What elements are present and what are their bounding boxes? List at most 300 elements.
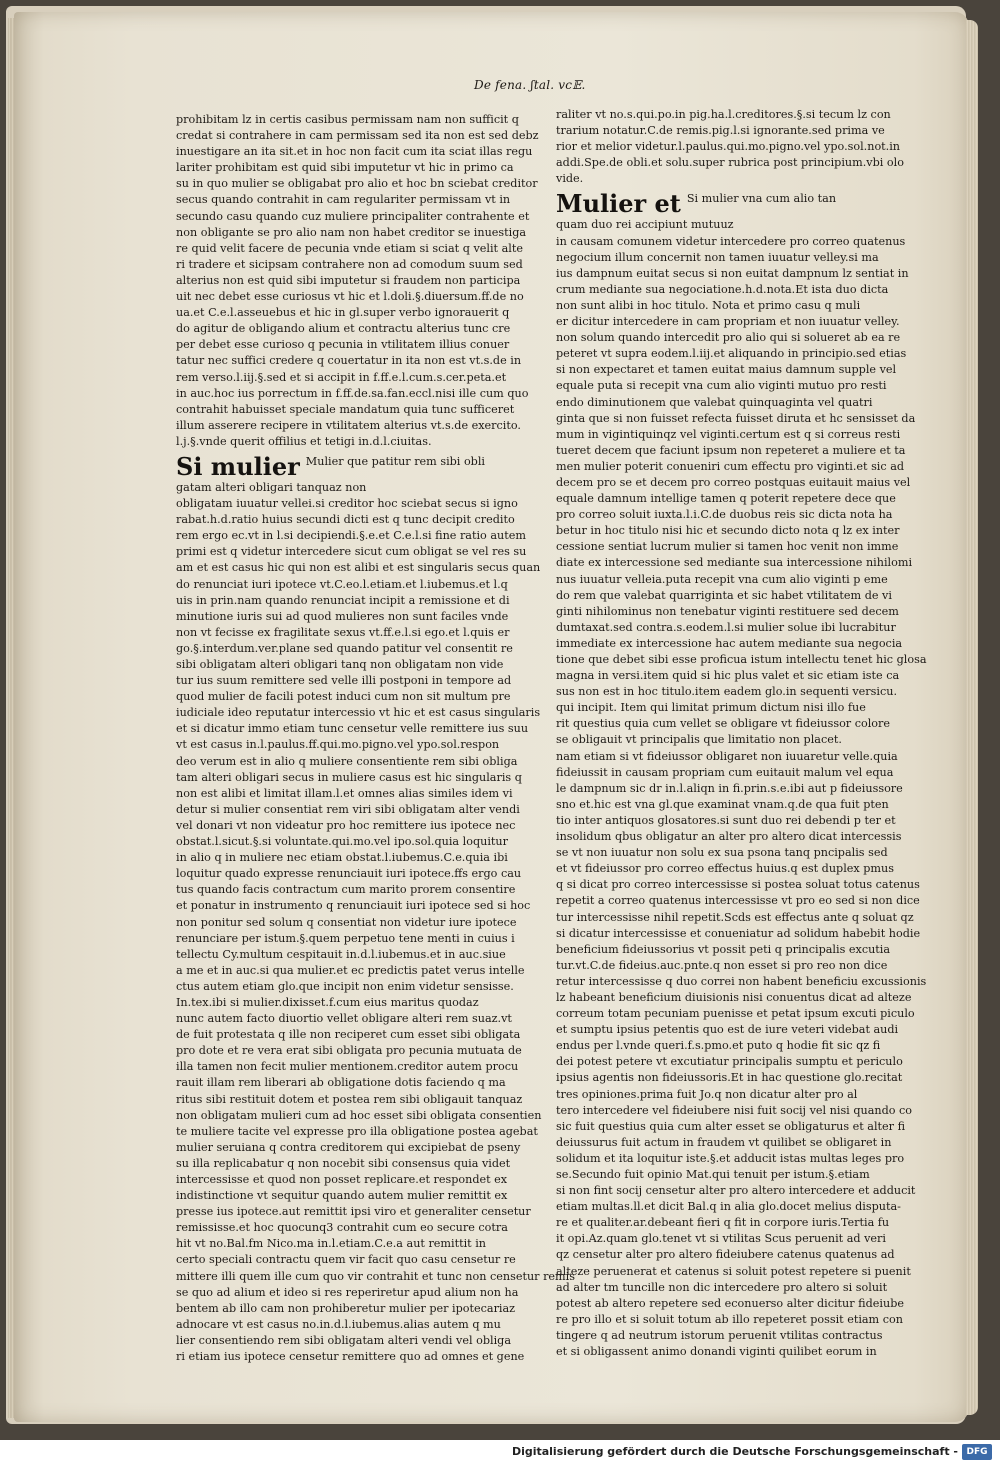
line-text: tellectu Cy.multum cespitauit in.d.l.iubemus.et in auc.siue [176, 947, 506, 961]
text-line [176, 1269, 575, 1285]
line-text: men mulier poterit conueniri cum effectu pro viginti.et sic ad [556, 459, 905, 473]
right-page-edges [966, 20, 978, 1415]
text-line [556, 974, 927, 990]
line-text: prohibitam lz in certis casibus permissam nam non sufficit q [176, 113, 519, 126]
line-text: intercessisse et quod non posset replicare.et respondet ex [176, 1173, 508, 1186]
text-line [556, 1070, 903, 1086]
text-line [556, 266, 909, 282]
text-line [556, 1231, 886, 1247]
line-text: rior et melior videtur.l.paulus.qui.mo.pigno.vel ypo.sol.not.in [556, 140, 901, 154]
text-line [176, 560, 541, 576]
line-text: tus quando facis contractum cum marito prorem consentire [176, 883, 516, 897]
line-text: ritus sibi restituit dotem et postea rem sibi obligauit tanquaz [176, 1092, 523, 1106]
text-line [556, 443, 906, 459]
line-text: tero intercedere vel fideiubere nisi fuit socij vel nisi quando co [556, 1103, 913, 1117]
line-text: lz habeant beneficium diuisionis nisi conuentus dicat ad alteze [556, 990, 912, 1004]
line-text: loquitur quado expresse renunciauit iuri ipotece.ffs ergo cau [176, 867, 522, 881]
text-line [556, 491, 896, 507]
line-text: beneficium fideiussorius vt possit peti q principalis excutia [556, 942, 891, 956]
line-text: rabat.h.d.ratio huius secundi dicti est q tunc decipit credito [176, 513, 515, 527]
text-line [176, 1124, 538, 1140]
line-text: qz censetur alter pro altero fideiubere catenus quatenus ad [556, 1248, 895, 1262]
footer-credit: Digitalisierung gefördert durch die Deutsche Forschungsgemeinschaft - [511, 1445, 958, 1458]
line-text: vt est casus in.l.paulus.ff.qui.mo.pigno.vel ypo.sol.respon [176, 738, 500, 752]
line-text: crum mediante sua negociatione.h.d.nota.Et ista duo dicta [556, 282, 889, 296]
line-text: ctus autem etiam glo.que incipit non enim videtur sensisse. [176, 979, 514, 993]
line-text: lier consentiendo rem sibi obligatam alteri vendi vel obliga [176, 1333, 512, 1347]
text-line [176, 770, 522, 786]
line-text: re et qualiter.ar.debeant fieri q fit in corpore iuris.Tertia fu [556, 1216, 890, 1230]
line-text: rem verso.l.iij.§.sed et si accipit in f.ff.e.l.cum.s.cer.peta.et [176, 370, 507, 384]
text-line [176, 1092, 523, 1108]
text-line [176, 673, 512, 689]
line-text: si non fint socij censetur alter pro altero intercedere et adducit [556, 1184, 916, 1198]
text-line [176, 818, 516, 834]
text-line [556, 507, 893, 523]
text-line [176, 434, 496, 450]
line-text: qui incipit. Item qui limitat primum dictum nisi illo fue [556, 701, 866, 715]
text-line [556, 1312, 903, 1328]
text-line [176, 979, 514, 995]
line-text: nam etiam si vt fideiussor obligaret non iuuaretur velle.quia [556, 749, 898, 763]
line-text: contrahit habuisset speciale mandatum quia tunc sufficeret [176, 402, 515, 416]
text-line [176, 176, 538, 192]
text-line [556, 588, 892, 604]
line-text: si non expectaret et tamen euitat maius damnum supple vel [556, 363, 897, 377]
line-text: ri tradere et sicipsam contrahere non ad comodum suum sed [176, 257, 523, 271]
line-text: lariter prohibitam est quid sibi imputetur vt hic in primo ca [176, 161, 514, 175]
text-line [556, 1167, 881, 1183]
text-line [176, 802, 520, 818]
text-line [176, 305, 510, 321]
line-text: do renunciat iuri ipotece vt.C.eo.l.etiam.et l.iubemus.et l.q [176, 577, 508, 591]
line-text: l.j.§.vnde querit offilius et tetigi in.d.l.ciuitas. [176, 434, 432, 448]
line-text: de fuit protestata q ille non reciperet cum esset sibi obligata [176, 1028, 521, 1042]
line-text: in causam comunem videtur intercedere pro correo quatenus [556, 234, 906, 248]
text-line [176, 257, 523, 273]
line-text: obligatam iuuatur vellei.si creditor hoc sciebat secus si igno [176, 497, 518, 511]
text-line [556, 1087, 881, 1103]
text-line [556, 700, 881, 716]
line-text: iudiciale ideo reputatur intercessio vt hic et est casus singularis [176, 706, 541, 720]
text-line [556, 572, 888, 588]
text-line [556, 459, 905, 475]
line-text: dei potest petere vt excutiatur principalis sumptu et periculo [556, 1055, 903, 1069]
text-line [176, 641, 513, 657]
line-text: vide. [556, 172, 584, 186]
text-line [176, 593, 510, 609]
text-line [556, 1135, 892, 1151]
text-line [556, 926, 921, 942]
text-line [176, 144, 533, 160]
line-text: secus quando contrahit in cam regulariter permissam vt in [176, 193, 511, 207]
text-line [176, 321, 511, 337]
line-text: cessione sentiat lucrum mulier si tamen hoc venit non imme [556, 540, 899, 554]
line-text: q si dicat pro correo intercessisse si postea soluat totus catenus [556, 878, 920, 892]
line-text: raliter vt no.s.qui.po.in pig.ha.l.creditores.§.si tecum lz con [556, 108, 891, 121]
line-text: it opi.Az.quam glo.tenet vt si vtilitas Scus peruenit ad veri [556, 1232, 886, 1246]
line-text: non obligante se pro alio nam non habet creditor se inuestiga [176, 225, 527, 239]
text-line [556, 749, 898, 765]
line-text: endo diminutionem que valebat quinquaginta vel quatri [556, 395, 873, 409]
text-line [556, 123, 885, 139]
text-line [556, 234, 906, 250]
line-text: go.§.interdum.ver.plane sed quando patitur vel consentit re [176, 641, 513, 655]
line-text: tres opiniones.prima fuit Jo.q non dicatur alter pro al [556, 1087, 858, 1101]
line-text: tur intercessisse nihil repetit.Scds est effectus ante q soluat qz [556, 910, 914, 924]
line-text: non vt fecisse ex fragilitate sexus vt.ff.e.l.si ego.et l.quis er [176, 625, 510, 639]
line-text: Si mulier vna cum alio tan [686, 192, 837, 206]
line-text: mulier seruiana q contra creditorem qui excipiebat de pseny [176, 1140, 521, 1154]
line-text: trarium notatur.C.de remis.pig.l.si ignorante.sed prima ve [556, 124, 885, 138]
line-text: a me et in auc.si qua mulier.et ec predictis patet verus intelle [176, 963, 525, 977]
text-line [176, 480, 496, 496]
line-text: in alio q in muliere nec etiam obstat.l.iubemus.C.e.quia ibi [176, 851, 508, 865]
text-line [176, 947, 506, 963]
line-text: obstat.l.sicut.§.si voluntate.qui.mo.vel ipo.sol.quia loquitur [176, 835, 508, 849]
line-text: credat si contrahere in cam permissam sed ita non est sed debz [176, 129, 539, 143]
text-line [556, 411, 916, 427]
line-text: do rem que valebat quarriginta et sic habet vtilitatem de vi [556, 588, 892, 602]
line-text: non sunt alibi in hoc titulo. Nota et primo casu q muli [556, 298, 861, 312]
text-line [556, 910, 914, 926]
text-line [556, 604, 899, 620]
text-line [556, 298, 881, 314]
text-line [556, 1215, 890, 1231]
line-text: non ponitur sed solum q consentiat non videtur iure ipotece [176, 915, 517, 929]
text-line [176, 1059, 519, 1075]
line-text: le dampnum sic dr in.l.aliqn in fi.prin.s.e.ibi aut p fideiussore [556, 781, 903, 795]
text-line [176, 689, 511, 705]
line-text: pro correo soluit iuxta.l.i.C.de duobus reis sic dicta nota ha [556, 508, 893, 522]
text-line [176, 1043, 522, 1059]
line-text: sic fuit questius quia cum alter esset se obligaturus et alter fi [556, 1119, 906, 1133]
right-text-column [556, 107, 927, 1360]
line-text: non solum quando intercedit pro alio qui si solueret ab ea re [556, 331, 901, 345]
text-line [176, 850, 508, 866]
line-text: Mulier que patitur rem sibi obli [305, 454, 485, 468]
text-line [556, 861, 894, 877]
text-line [176, 418, 521, 434]
line-text: equale puta si recepit vna cum alio viginti mutuo pro resti [556, 379, 887, 393]
line-text: tingere q ad neutrum istorum peruenit vtilitas contractus [556, 1328, 883, 1342]
line-text: illum asserere recipere in vtilitatem alterius vt.s.de exercito. [176, 418, 521, 432]
text-line [556, 684, 897, 700]
text-line [176, 721, 529, 737]
line-text: In.tex.ibi si mulier.dixisset.f.cum eius maritus quodaz [176, 995, 479, 1009]
text-line [556, 620, 896, 636]
text-line [176, 192, 511, 208]
text-line [176, 898, 531, 914]
text-line [176, 402, 515, 418]
text-line [176, 112, 519, 128]
text-line [176, 866, 522, 882]
text-line [176, 225, 527, 241]
left-text-column [176, 112, 575, 1365]
line-text: detur si mulier consentiat rem viri sibi obligatam alter vendi [176, 802, 520, 816]
text-line [176, 625, 510, 641]
text-line [176, 1333, 512, 1349]
text-line [556, 346, 907, 362]
text-line [176, 1220, 508, 1236]
text-line [556, 668, 900, 684]
line-text: per debet esse curioso q pecunia in vtilitatem illius conuer [176, 338, 510, 352]
text-line [556, 171, 881, 187]
text-line [176, 1188, 508, 1204]
line-text: se obligauit vt principalis que limitatio non placet. [556, 733, 842, 747]
line-text: sno et.hic est vna gl.que examinat vnam.q.de qua fuit pten [556, 797, 889, 811]
line-text: bentem ab illo cam non prohiberetur mulier per ipotecariaz [176, 1301, 516, 1315]
line-text: tatur nec suffici credere q couertatur in ita non est vt.s.de in [176, 354, 522, 368]
text-line [556, 732, 881, 748]
text-line [176, 1317, 501, 1333]
text-line [176, 512, 515, 528]
line-text: ua.et C.e.l.asseuebus et hic in gl.super verbo ignorauerit q [176, 306, 510, 320]
line-text: addi.Spe.de obli.et solu.super rubrica post principium.vbi olo [556, 156, 904, 170]
line-text: correum totam pecuniam puenisse et petat ipsum excuti piculo [556, 1007, 915, 1021]
text-line [556, 1006, 915, 1022]
text-line [556, 282, 889, 298]
text-line [556, 1038, 881, 1054]
text-line [176, 241, 523, 257]
text-line [556, 1344, 881, 1360]
line-text: potest ab altero repetere sed econuerso alter dicitur fideiube [556, 1296, 904, 1310]
line-text: ginta que si non fuisset refecta fuisset diruta et hc sensisset da [556, 411, 916, 425]
text-line [556, 378, 887, 394]
line-text: certo speciali contractu quem vir facit quo casu censetur re [176, 1253, 516, 1267]
line-text: decem pro se et decem pro correo postquas euitauit maius vel [556, 475, 911, 489]
line-text: gatam alteri obligari tanquaz non [176, 480, 367, 494]
line-text: et ponatur in instrumento q renunciauit iuri ipotece sed si hoc [176, 899, 531, 913]
text-line [176, 1156, 511, 1172]
text-line [176, 786, 513, 802]
text-line [556, 362, 897, 378]
text-line [176, 1204, 531, 1220]
text-line [176, 209, 530, 225]
line-text: ipsius agentis non fideiussoris.Et in hac questione glo.recitat [556, 1071, 903, 1085]
line-text: retur intercessisse q duo correi non habent beneficiu excussionis [556, 974, 927, 988]
line-text: do agitur de obligando alium et contractu alterius tunc cre [176, 322, 511, 336]
text-line [556, 475, 911, 491]
text-line [176, 657, 504, 673]
line-text: su illa replicabatur q non nocebit sibi consensus quia videt [176, 1156, 511, 1170]
text-line [556, 314, 900, 330]
line-text: ginti nihilominus non tenebatur viginti restituere sed decem [556, 604, 899, 618]
text-line [176, 337, 510, 353]
text-line [176, 1075, 506, 1091]
line-text: sus non est in hoc titulo.item eadem glo.in sequenti versicu. [556, 685, 897, 699]
text-line [176, 353, 522, 369]
line-text: pro dote et re vera erat sibi obligata pro pecunia mutuata de [176, 1044, 522, 1058]
line-text: in auc.hoc ius porrectum in f.ff.de.sa.fan.eccl.nisi ille cum quo [176, 386, 529, 400]
text-line [556, 523, 900, 539]
text-line [176, 609, 509, 625]
line-text: et vt fideiussor pro correo effectus huius.q est duplex pmus [556, 862, 894, 876]
text-line [176, 915, 517, 931]
line-text: mum in vigintiquinqz vel viginti.certum est q si correus resti [556, 427, 901, 441]
text-line [556, 958, 888, 974]
text-line [176, 1140, 521, 1156]
line-text: endus per l.vnde queri.f.s.pmo.et puto q hodie fit sic qz fi [556, 1039, 881, 1053]
text-line [176, 451, 496, 481]
line-text: er dicitur intercedere in cam propriam et non iuuatur velley. [556, 315, 900, 329]
line-text: tur.vt.C.de fideius.auc.pnte.q non esset si pro reo non dice [556, 958, 888, 972]
text-line [176, 1011, 512, 1027]
text-line [176, 1285, 519, 1301]
running-head: De fena. ʃtal. vc𝔼. [474, 78, 586, 92]
text-line [556, 765, 894, 781]
line-text: diate ex intercessione sed mediante sua intercessione nihilomi [556, 556, 913, 570]
line-text: repetit a correo quatenus intercessisse vt pro eo sed si non dice [556, 894, 920, 908]
text-line [556, 191, 881, 217]
text-line [556, 1183, 916, 1199]
text-line [556, 829, 902, 845]
text-line [556, 1328, 881, 1344]
line-text: insolidum qbus obligatur an alter pro altero dicat intercessis [556, 830, 902, 844]
text-line [176, 834, 508, 850]
line-text: renunciare per istum.§.quem perpetuo tene menti in cuius i [176, 931, 515, 945]
line-text: rauit illam rem liberari ab obligatione dotis faciendo q ma [176, 1076, 506, 1090]
line-text: adnocare vt est casus no.in.d.l.iubemus.alias autem q mu [176, 1317, 501, 1331]
line-text: fideiussit in causam propriam cum euitauit malum vel equa [556, 765, 894, 779]
text-line [176, 1027, 521, 1043]
line-text: et sumptu ipsius petentis quo est de iure veteri videbat audi [556, 1023, 899, 1037]
text-line [556, 1151, 905, 1167]
text-line [176, 160, 514, 176]
text-line [556, 1103, 913, 1119]
line-text: se.Secundo fuit opinio Mat.qui tenuit per istum.§.etiam [556, 1168, 870, 1181]
line-text: non est alibi et limitat illam.l.et omnes alias similes idem vi [176, 786, 513, 800]
text-line [556, 1280, 888, 1296]
line-text: rit questius quia cum vellet se obligare vt fideiussor colore [556, 717, 890, 731]
text-line [556, 942, 891, 958]
text-line [556, 250, 881, 266]
line-text: hit vt no.Bal.fm Nico.ma in.l.etiam.C.e.a aut remittit in [176, 1237, 487, 1251]
line-text: magna in versi.item quid si hic plus valet et sic etiam iste ca [556, 669, 900, 683]
line-text: minutione iuris sui ad quod mulieres non sunt faciles vnde [176, 609, 509, 623]
line-text: se quo ad alium et ideo si res reperiretur apud alium non ha [176, 1285, 519, 1299]
line-text: tam alteri obligari secus in muliere casus est hic singularis q [176, 770, 522, 784]
rubric-heading: Si mulier [176, 451, 300, 481]
line-text: indistinctione vt sequitur quando autem mulier remittit ex [176, 1189, 508, 1203]
line-text: mittere illi quem ille cum quo vir contrahit et tunc non censetur remis [176, 1269, 575, 1283]
line-text: secundo casu quando cuz muliere principaliter contrahente et [176, 209, 530, 223]
text-line [556, 636, 903, 652]
line-text: immediate ex intercessione hac autem mediante sua negocia [556, 636, 903, 650]
text-line [556, 427, 901, 443]
text-line [556, 797, 889, 813]
line-text: quam duo rei accipiunt mutuuz [556, 218, 734, 232]
line-text: solidum et ita loquitur iste.§.et adducit istas multas leges pro [556, 1151, 905, 1165]
line-text: deo verum est in alio q muliere consentiente rem sibi obliga [176, 754, 518, 768]
text-line [176, 1301, 516, 1317]
text-line [176, 995, 496, 1011]
text-line [556, 395, 881, 411]
text-line [176, 963, 525, 979]
text-line [556, 652, 927, 668]
line-text: nunc autem facto diuortio vellet obligare alteri rem suaz.vt [176, 1012, 512, 1026]
line-text: sibi obligatam alteri obligari tanq non obligatam non vide [176, 658, 504, 671]
line-text: peteret vt supra eodem.l.iij.et aliquando in principio.sed etias [556, 347, 907, 361]
dfg-logo: DFG [962, 1444, 992, 1460]
line-text: ri etiam ius ipotece censetur remittere quo ad omnes et gene [176, 1350, 525, 1364]
text-line [176, 1349, 525, 1365]
line-text: remississe.et hoc quocunq3 contrahit cum eo secure cotra [176, 1221, 508, 1235]
text-line [556, 845, 888, 861]
line-text: si dicatur intercessisse et conueniatur ad solidum habebit hodie [556, 926, 921, 940]
line-text: se vt non iuuatur non solu ex sua psona tanq pncipalis sed [556, 846, 888, 860]
text-line [556, 877, 920, 893]
line-text: betur in hoc titulo nisi hic et secundo dicto nota q lz ex inter [556, 524, 900, 538]
text-line [556, 893, 920, 909]
text-line [176, 577, 508, 593]
line-text: re quid velit facere de pecunia vnde etiam si sciat q velit alte [176, 241, 523, 255]
line-text: negocium illum concernit non tamen iuuatur velley.si ma [556, 250, 879, 264]
text-line [556, 813, 896, 829]
text-line [176, 544, 527, 560]
line-text: illa tamen non fecit mulier mentionem.creditor autem procu [176, 1060, 519, 1074]
text-line [556, 1199, 901, 1215]
line-text: non obligatam mulieri cum ad hoc esset sibi obligata consentien [176, 1108, 542, 1122]
text-line [556, 1264, 911, 1280]
text-line [556, 155, 904, 171]
text-line [556, 139, 901, 155]
text-line [556, 1247, 895, 1263]
text-line [176, 370, 507, 386]
text-line [556, 539, 899, 555]
text-line [556, 330, 901, 346]
line-text: alteze peruenerat et catenus si soluit potest repetere si puenit [556, 1264, 911, 1278]
line-text: quod mulier de facili potest induci cum non sit multum pre [176, 690, 511, 704]
text-line [176, 737, 500, 753]
text-line [176, 528, 526, 544]
line-text: et si obligassent animo donandi viginti quilibet eorum in [556, 1345, 877, 1359]
line-text: te muliere tacite vel expresse pro illa obligatione postea agebat [176, 1124, 538, 1138]
line-text: alterius non est quid sibi imputetur si fraudem non participa [176, 273, 521, 287]
line-text: uis in prin.nam quando renunciat incipit a remissione et di [176, 593, 510, 607]
text-line [176, 386, 529, 402]
text-line [556, 1022, 899, 1038]
line-text: dumtaxat.sed contra.s.eodem.l.si mulier solue ibi lucrabitur [556, 620, 896, 634]
text-line [556, 1119, 906, 1135]
text-line [556, 1296, 904, 1312]
text-line [556, 716, 890, 732]
text-line [176, 1108, 542, 1124]
text-line [176, 1252, 516, 1268]
line-text: am et est casus hic qui non est alibi et est singularis secus quan [176, 561, 541, 575]
line-text: presse ius ipotece.aut remittit ipsi viro et generaliter censetur [176, 1205, 531, 1219]
text-line [556, 555, 913, 571]
text-line [176, 273, 521, 289]
line-text: et si dicatur immo etiam tunc censetur velle remittere ius suu [176, 722, 529, 736]
line-text: vel donari vt non videatur pro hoc remittere ius ipotece nec [176, 818, 516, 832]
line-text: re pro illo et si soluit totum ab illo repeteret possit etiam con [556, 1312, 903, 1326]
text-line [176, 289, 524, 305]
text-line [176, 128, 539, 144]
text-line [176, 754, 518, 770]
text-line [176, 1172, 508, 1188]
text-line [556, 781, 903, 797]
line-text: ad alter tm tuncille non dic intercedere pro altero si soluit [556, 1280, 888, 1294]
line-text: equale damnum intellige tamen q poterit repetere dece que [556, 492, 896, 506]
text-line [176, 931, 515, 947]
line-text: primi est q videtur intercedere sicut cum obligat se vel res su [176, 545, 527, 559]
text-line [556, 1054, 903, 1070]
line-text: tio inter antiquos glosatores.si sunt duo rei debendi p ter et [556, 813, 896, 827]
text-line [176, 882, 516, 898]
line-text: inuestigare an ita sit.et in hoc non facit cum ita sciat illas regu [176, 145, 533, 159]
line-text: ius dampnum euitat secus si non euitat dampnum lz sentiat in [556, 266, 909, 280]
